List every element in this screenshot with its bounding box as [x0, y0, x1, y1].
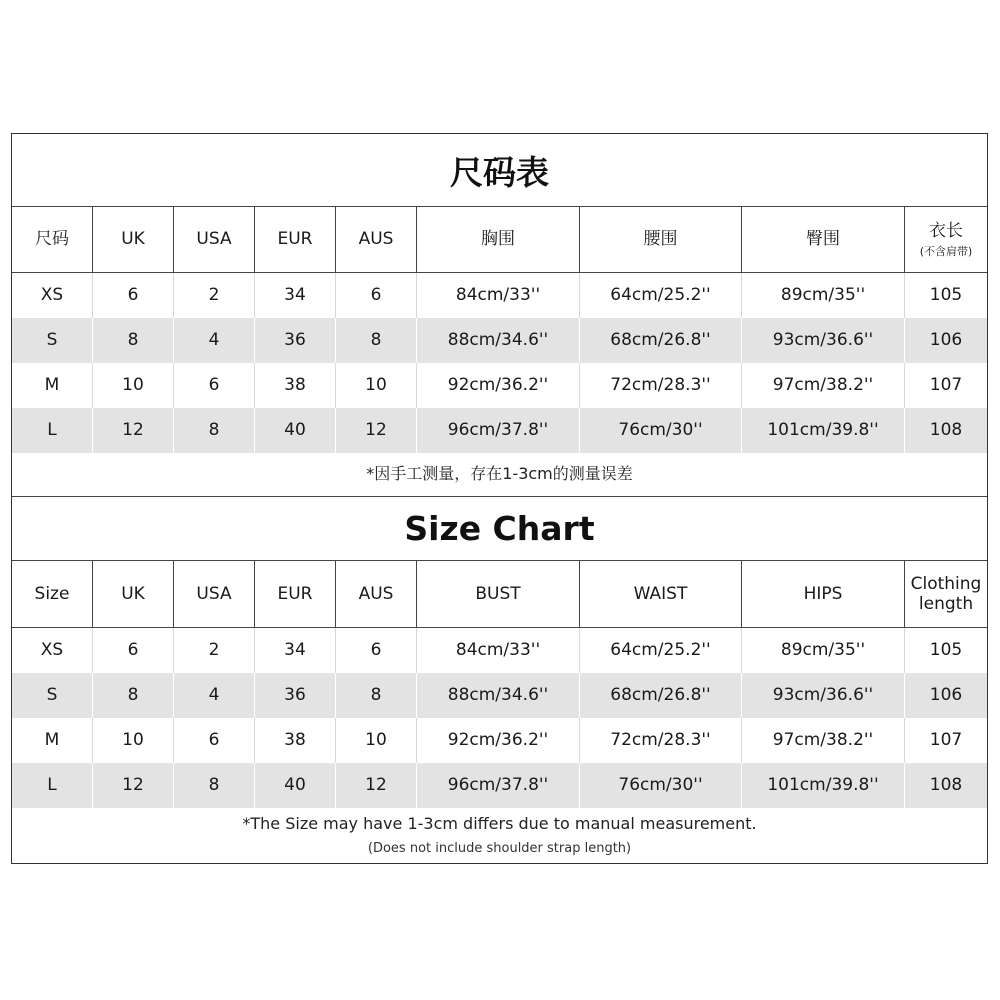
en-table-cell: 12	[336, 763, 417, 808]
en-table-cell: 96cm/37.8''	[417, 763, 580, 808]
en-table-cell: 92cm/36.2''	[417, 718, 580, 763]
en-table-cell: 68cm/26.8''	[580, 673, 742, 718]
en-table-cell: 97cm/38.2''	[742, 718, 905, 763]
cn-table-cell: 34	[255, 273, 336, 318]
cn-table-cell: 10	[93, 363, 174, 408]
en-header-row	[12, 560, 987, 628]
cn-table-cell: 6	[174, 363, 255, 408]
en-table-cell: 10	[336, 718, 417, 763]
en-table-cell: 8	[174, 763, 255, 808]
cn-header-waist: 腰围	[580, 206, 742, 273]
en-table-cell: 93cm/36.6''	[742, 673, 905, 718]
cn-table-cell: 36	[255, 318, 336, 363]
cn-table-cell: 89cm/35''	[742, 273, 905, 318]
en-table-row	[12, 718, 987, 763]
en-table-cell: 72cm/28.3''	[580, 718, 742, 763]
cn-header-usa: USA	[174, 206, 255, 273]
cn-table-cell: 101cm/39.8''	[742, 408, 905, 453]
cn-header-length	[905, 206, 987, 273]
cn-table-cell: 108	[929, 420, 963, 441]
en-header-length: Clothing length	[905, 560, 987, 628]
cn-table-cell: 6	[336, 273, 417, 318]
cn-table-cell: 105	[929, 285, 963, 306]
cn-header-uk: UK	[93, 206, 174, 273]
cn-table-row	[12, 273, 987, 318]
cn-table-cell: S	[12, 318, 93, 363]
cn-table-cell: 40	[255, 408, 336, 453]
cn-table-cell: 10	[336, 363, 417, 408]
cn-header-aus: AUS	[336, 206, 417, 273]
en-header-hips: HIPS	[742, 560, 905, 628]
cn-table-cell: 93cm/36.6''	[742, 318, 905, 363]
en-header-uk: UK	[93, 560, 174, 628]
cn-table-cell: 8	[174, 408, 255, 453]
cn-table-cell: 8	[336, 318, 417, 363]
en-measurement-note: *The Size may have 1-3cm differs due to manual measurement.	[242, 814, 757, 833]
cn-table-cell: L	[12, 408, 93, 453]
en-table-cell: 76cm/30''	[580, 763, 742, 808]
cn-chart-title: 尺码表	[450, 152, 549, 192]
cn-header-eur: EUR	[255, 206, 336, 273]
en-table-cell: 6	[93, 628, 174, 673]
cn-table-cell: 2	[174, 273, 255, 318]
cn-measurement-note: *因手工测量，存在1-3cm的测量误差	[12, 452, 987, 497]
en-table-cell: 2	[174, 628, 255, 673]
en-table-cell: S	[12, 673, 93, 718]
cn-table-row	[12, 408, 987, 453]
en-table-cell: 8	[336, 673, 417, 718]
en-table-cell: 6	[336, 628, 417, 673]
cn-table-row	[12, 318, 987, 363]
en-header-waist: WAIST	[580, 560, 742, 628]
cn-table-cell: 97cm/38.2''	[742, 363, 905, 408]
en-table-cell: 6	[174, 718, 255, 763]
en-table-cell: L	[12, 763, 93, 808]
en-header-size: Size	[12, 560, 93, 628]
en-table-cell: 108	[929, 775, 963, 796]
cn-header-length-note: (不含肩带)	[919, 244, 973, 258]
cn-table-cell: 12	[336, 408, 417, 453]
en-header-eur: EUR	[255, 560, 336, 628]
en-table-cell: 40	[255, 763, 336, 808]
cn-table-cell: 38	[255, 363, 336, 408]
en-table-cell: 88cm/34.6''	[417, 673, 580, 718]
en-header-usa: USA	[174, 560, 255, 628]
en-chart-title: Size Chart	[404, 508, 595, 548]
cn-table-row	[12, 363, 987, 408]
cn-table-cell: M	[12, 363, 93, 408]
size-chart-sheet	[11, 133, 988, 864]
en-table-cell: 12	[93, 763, 174, 808]
cn-table-cell: 92cm/36.2''	[417, 363, 580, 408]
cn-table-cell: XS	[12, 273, 93, 318]
cn-header-length-label: 衣长	[929, 221, 963, 242]
en-strap-note: (Does not include shoulder strap length)	[367, 841, 632, 856]
en-table-cell: 84cm/33''	[417, 628, 580, 673]
en-table-cell: 8	[93, 673, 174, 718]
cn-table-cell: 68cm/26.8''	[580, 318, 742, 363]
cn-table-cell: 4	[174, 318, 255, 363]
cn-header-hips: 臀围	[742, 206, 905, 273]
cn-table-cell: 107	[929, 375, 963, 396]
cn-table-cell: 12	[93, 408, 174, 453]
en-table-cell: 34	[255, 628, 336, 673]
en-table-row	[12, 673, 987, 718]
en-header-bust: BUST	[417, 560, 580, 628]
cn-header-bust: 胸围	[417, 206, 580, 273]
cn-table-cell: 72cm/28.3''	[580, 363, 742, 408]
cn-table-cell: 64cm/25.2''	[580, 273, 742, 318]
en-table-cell: 4	[174, 673, 255, 718]
en-table-cell: 101cm/39.8''	[742, 763, 905, 808]
en-table-cell: 105	[929, 640, 963, 661]
cn-table-cell: 6	[93, 273, 174, 318]
cn-header-row	[12, 206, 987, 273]
cn-table-cell: 84cm/33''	[417, 273, 580, 318]
en-table-cell: 38	[255, 718, 336, 763]
en-table-cell: XS	[12, 628, 93, 673]
en-table-cell: 106	[929, 685, 963, 706]
cn-table-cell: 76cm/30''	[580, 408, 742, 453]
en-table-row	[12, 628, 987, 673]
en-table-cell: 64cm/25.2''	[580, 628, 742, 673]
cn-table-cell: 8	[93, 318, 174, 363]
en-table-cell: 36	[255, 673, 336, 718]
cn-table-cell: 106	[929, 330, 963, 351]
en-table-cell: 10	[93, 718, 174, 763]
en-table-cell: 89cm/35''	[742, 628, 905, 673]
en-table-row	[12, 763, 987, 808]
en-header-aus: AUS	[336, 560, 417, 628]
cn-table-cell: 96cm/37.8''	[417, 408, 580, 453]
en-table-cell: M	[12, 718, 93, 763]
en-table-cell: 107	[929, 730, 963, 751]
cn-table-cell: 88cm/34.6''	[417, 318, 580, 363]
cn-header-size: 尺码	[12, 206, 93, 273]
